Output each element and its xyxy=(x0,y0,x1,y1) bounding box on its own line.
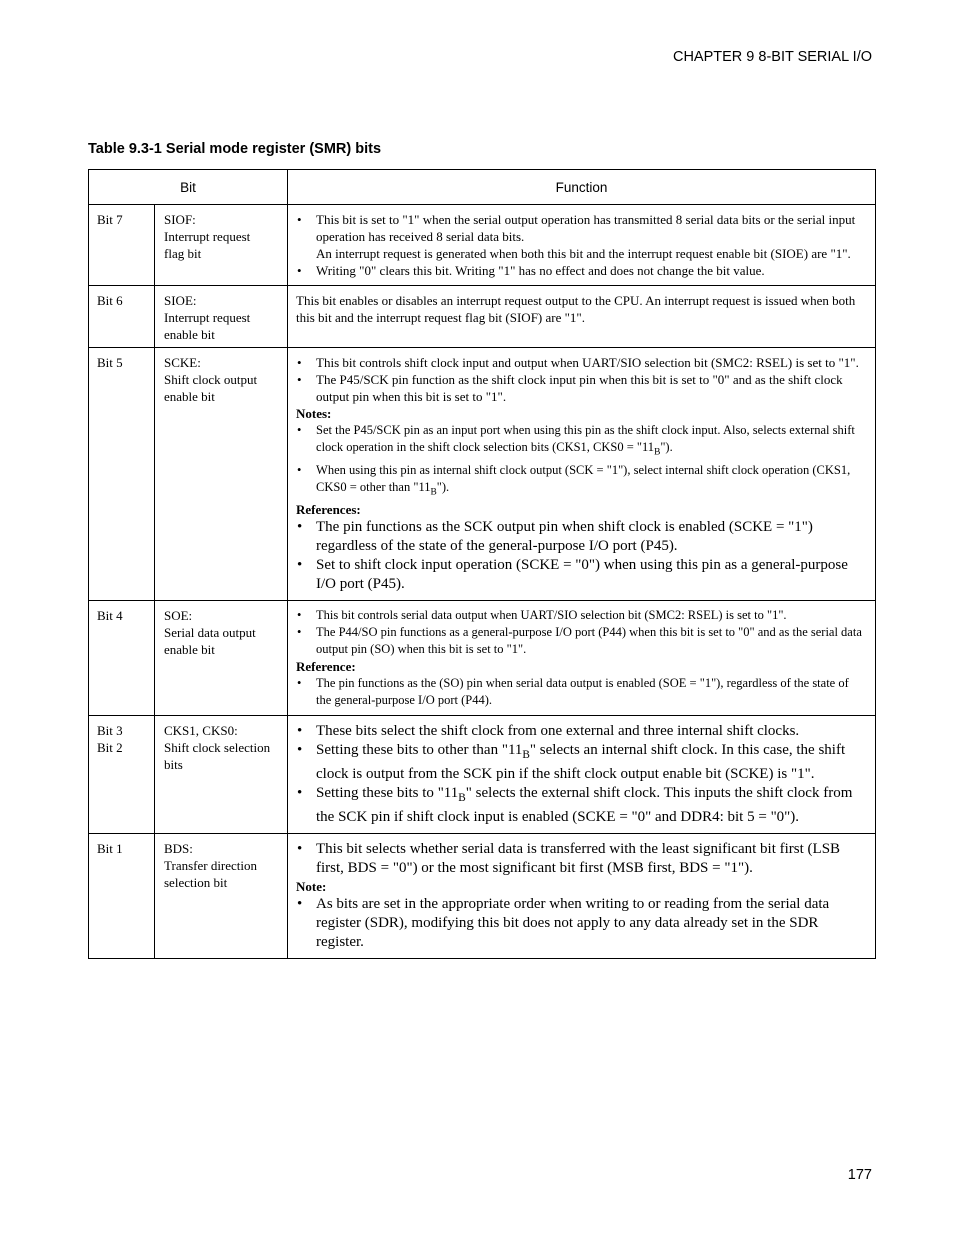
bit-number: Bit 1 xyxy=(97,841,123,856)
bit-number: Bit 2 xyxy=(97,740,123,755)
function-text: • The P44/SO pin functions as a general-purpose I/O port (P44) when this bit is set to "0" and as the serial data output pin (SO) when this bit is set to "1". xyxy=(296,624,867,658)
function-cell xyxy=(288,286,876,348)
bit-name-line: enable bit xyxy=(164,389,215,404)
bit-number-cell xyxy=(89,601,155,716)
note-heading: Reference: xyxy=(296,659,356,674)
bit-number: Bit 6 xyxy=(97,293,123,308)
bit-name-line: Interrupt request xyxy=(164,310,251,325)
function-text: • The P45/SCK pin function as the shift clock input pin when this bit is set to "0" and as the shift clock output pin when this bit is set to "1". xyxy=(296,371,867,405)
bit-name-line: BDS: xyxy=(164,841,193,856)
table-title: Table 9.3-1 Serial mode register (SMR) bits xyxy=(88,141,382,157)
table-row xyxy=(89,205,876,286)
bit-number: Bit 5 xyxy=(97,355,123,370)
bit-name-line: SCKE: xyxy=(164,355,201,370)
bit-name-cell xyxy=(155,601,288,716)
function-text: • The pin functions as the (SO) pin when serial data output is enabled (SOE = "1"), regardless of the state of the general-purpose I/O port (P44). xyxy=(296,675,867,709)
bit-number: Bit 3 xyxy=(97,723,123,738)
function-text: This bit enables or disables an interrupt request output to the CPU. An interrupt request is issued when both this bit and the interrupt request flag bit (SIOF) are "1". xyxy=(296,293,856,325)
function-text: An interrupt request is generated when both this bit and the interrupt request enable bit (SIOE) are "1". xyxy=(316,246,851,261)
function-text: • Set the P45/SCK pin as an input port when using this pin as the shift clock input. Also, selects external shift clock operation in the shift clock selection bits (CKS1, $CKS0 = "11_B$"). xyxy=(296,422,867,462)
note-heading: Note: xyxy=(296,879,327,894)
note-heading: Notes: xyxy=(296,406,332,421)
table-body xyxy=(89,205,876,959)
bit-name-line: enable bit xyxy=(164,642,215,657)
function-text: • As bits are set in the appropriate order when writing to or reading from the serial data register (SDR), modifying this bit does not apply to any data already set in the SDR register. xyxy=(296,895,867,952)
function-text: • The pin functions as the SCK output pin when shift clock is enabled (SCKE = "1") regardless of the state of the general-purpose I/O port (P45). xyxy=(296,518,867,556)
bit-name-line: CKS1, CKS0: xyxy=(164,723,238,738)
bit-name-line: Serial data output xyxy=(164,625,256,640)
table-row xyxy=(89,834,876,959)
function-cell xyxy=(288,834,876,959)
table-row xyxy=(89,601,876,716)
function-text: • Setting these bits to other than "$11_B$" selects an internal shift clock. In this case, the shift clock is output from the SCK pin if the shift clock output enable bit (SCKE) is "1". xyxy=(296,741,867,784)
function-text: • Setting these bits to "$11_B$" selects the external shift clock. This inputs the shift clock from the SCK pin if shift clock input is enabled (SCKE = "0" and DDR4: bit 5 = "0"). xyxy=(296,784,867,827)
function-text: • This bit controls serial data output when UART/SIO selection bit (SMC2: RSEL) is set to "1". xyxy=(296,607,867,624)
function-text: • This bit is set to "1" when the serial output operation has transmitted 8 serial data bits or the serial input operation has received 8 serial data bits. xyxy=(296,211,867,245)
bit-name-line: flag bit xyxy=(164,246,202,261)
bit-name-line: SOE: xyxy=(164,608,193,623)
function-text: • Writing "0" clears this bit. Writing "1" has no effect and does not change the bit value. xyxy=(296,262,867,279)
bit-number: Bit 7 xyxy=(97,212,123,227)
function-text: • This bit selects whether serial data is transferred with the least significant bit first (LSB first, BDS = "0") or the most significant bit first (MSB first, BDS = "1"). xyxy=(296,840,867,878)
bit-name-cell xyxy=(155,348,288,601)
table-row xyxy=(89,286,876,348)
function-cell xyxy=(288,348,876,601)
bit-name-cell xyxy=(155,205,288,286)
function-text: • When using this pin as internal shift clock output (SCK = "1"), select internal shift clock operation (CKS1, CKS0 = other than "$11_B$"). xyxy=(296,462,867,502)
bit-name-line: Interrupt request xyxy=(164,229,251,244)
bit-number-cell xyxy=(89,286,155,348)
smr-bits-table xyxy=(88,169,876,959)
bit-name-line: enable bit xyxy=(164,327,215,342)
function-cell xyxy=(288,205,876,286)
column-header-function: Function xyxy=(288,170,876,205)
bit-name-line: Transfer direction xyxy=(164,858,258,873)
function-text: • Set to shift clock input operation (SCKE = "0") when using this pin as a general-purpose I/O port (P45). xyxy=(296,556,867,594)
page-number: 177 xyxy=(847,1167,872,1183)
function-text: • This bit controls shift clock input and output when UART/SIO selection bit (SMC2: RSEL) is set to "1". xyxy=(296,354,867,371)
bit-number-cell xyxy=(89,834,155,959)
bit-name-cell xyxy=(155,834,288,959)
function-cell xyxy=(288,716,876,834)
bit-name-line: selection bit xyxy=(164,875,228,890)
bit-number-cell xyxy=(89,348,155,601)
table-header-row xyxy=(89,170,876,205)
bit-name-cell xyxy=(155,716,288,834)
bit-number: Bit 4 xyxy=(97,608,123,623)
bit-name-line: SIOE: xyxy=(164,293,197,308)
bit-name-line: SIOF: xyxy=(164,212,196,227)
note-heading: References: xyxy=(296,502,361,517)
bit-name-line: Shift clock selection xyxy=(164,740,271,755)
bit-name-line: bits xyxy=(164,757,183,772)
table-row xyxy=(89,348,876,601)
bit-name-cell xyxy=(155,286,288,348)
table-row xyxy=(89,716,876,834)
chapter-header: CHAPTER 9 8-BIT SERIAL I/O xyxy=(672,49,872,65)
bit-number-cell xyxy=(89,716,155,834)
column-header-bit: Bit xyxy=(89,170,288,205)
bit-name-line: Shift clock output xyxy=(164,372,258,387)
function-cell xyxy=(288,601,876,716)
bit-number-cell xyxy=(89,205,155,286)
function-text: • These bits select the shift clock from one external and three internal shift clocks. xyxy=(296,722,867,741)
